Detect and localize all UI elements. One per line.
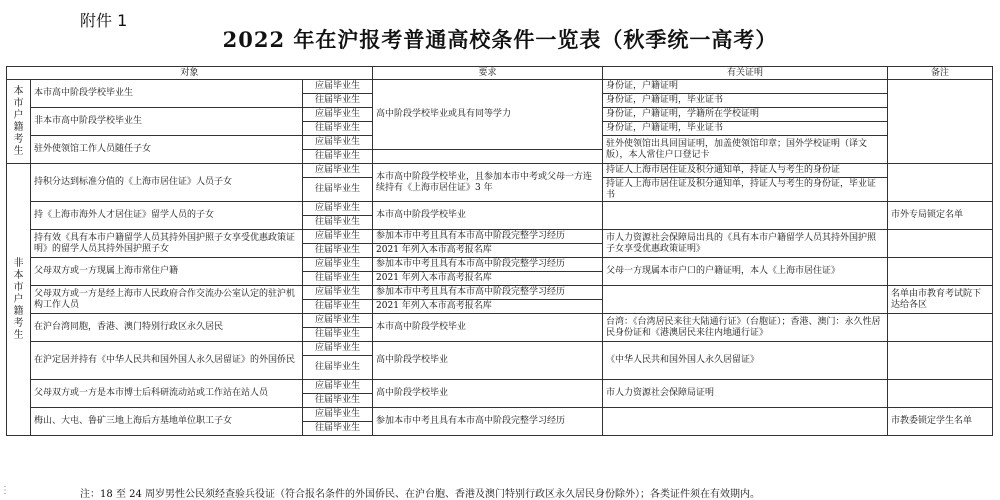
conditions-table	[6, 66, 993, 436]
attachment-label: 附件 1	[80, 11, 128, 30]
status-past: 往届毕业生	[303, 216, 373, 230]
certificate-cell: 台湾：《台湾居民来往大陆通行证》（台胞证）；香港、澳门：永久性居民身份证和《港澳居民来往内地通行证》	[603, 314, 888, 342]
status-past: 往届毕业生	[303, 178, 373, 202]
status-current: 应届毕业生	[303, 164, 373, 178]
object-cell: 梅山、大屯、鲁矿三地上海后方基地单位职工子女	[31, 408, 303, 436]
status-current: 应届毕业生	[303, 314, 373, 328]
note-cell	[888, 314, 993, 342]
status-past: 往届毕业生	[303, 422, 373, 436]
requirement-cell	[373, 150, 603, 164]
requirement-cell: 参加本市中考且具有本市高中阶段完整学习经历	[373, 408, 603, 436]
status-current: 应届毕业生	[303, 286, 373, 300]
requirement-cell: 高中阶段学校毕业	[373, 342, 603, 380]
certificate-cell: 身份证，户籍证明，毕业证书	[603, 94, 888, 108]
status-current: 应届毕业生	[303, 80, 373, 94]
status-current: 应届毕业生	[303, 342, 373, 356]
object-cell: 父母双方或一方现属上海市常住户籍	[31, 258, 303, 286]
certificate-cell: 市人力资源社会保障局出具的《具有本市户籍留学人员其持外国护照子女享受优惠政策证明》	[603, 230, 888, 258]
certificate-cell	[603, 286, 888, 314]
table-row	[7, 202, 993, 216]
requirement-cell: 参加本市中考且具有本市高中阶段完整学习经历	[373, 258, 603, 272]
certificate-cell: 身份证，户籍证明，毕业证书	[603, 122, 888, 136]
table-row	[7, 286, 993, 300]
note-cell	[888, 164, 993, 202]
requirement-cell: 本市高中阶段学校毕业	[373, 202, 603, 230]
status-past: 往届毕业生	[303, 122, 373, 136]
table-row	[7, 258, 993, 272]
status-past: 往届毕业生	[303, 356, 373, 380]
certificate-cell: 持证人上海市居住证及积分通知单，持证人与考生的身份证，毕业证书	[603, 178, 888, 202]
certificate-cell: 市人力资源社会保障局证明	[603, 380, 888, 408]
certificate-cell: 持证人上海市居住证及积分通知单，持证人与考生的身份证	[603, 164, 888, 178]
status-current: 应届毕业生	[303, 258, 373, 272]
status-current: 应届毕业生	[303, 408, 373, 422]
note-cell	[888, 380, 993, 408]
table-row	[7, 314, 993, 328]
page-title: 2022 年在沪报考普通高校条件一览表（秋季统一高考）	[222, 27, 778, 52]
object-cell: 驻外使领馆工作人员随任子女	[31, 136, 303, 164]
requirement-cell: 2021 年列入本市高考报名库	[373, 272, 603, 286]
status-past: 往届毕业生	[303, 394, 373, 408]
note-cell	[888, 258, 993, 286]
certificate-cell: 驻外使领馆出具回国证明，加盖使领馆印章；国外学校证明（译文版），本人常住户口登记卡	[603, 136, 888, 164]
status-past: 往届毕业生	[303, 94, 373, 108]
object-cell: 父母双方或一方是经上海市人民政府合作交流办公室认定的驻沪机构工作人员	[31, 286, 303, 314]
object-cell: 在沪定居并持有《中华人民共和国外国人永久居留证》的外国侨民	[31, 342, 303, 380]
table-row	[7, 230, 993, 244]
status-past: 往届毕业生	[303, 272, 373, 286]
header-note: 备注	[888, 67, 993, 80]
object-cell: 持有效《具有本市户籍留学人员其持外国护照子女享受优惠政策证明》的留学人员其持外国护照子女	[31, 230, 303, 258]
header-requirement: 要求	[373, 67, 603, 80]
status-past: 往届毕业生	[303, 244, 373, 258]
requirement-cell: 本市高中阶段学校毕业，且参加本市中考或父母一方连续持有《上海市居住证》3 年	[373, 164, 603, 202]
table-row	[7, 408, 993, 422]
certificate-cell: 《中华人民共和国外国人永久居留证》	[603, 342, 888, 380]
note-cell	[888, 230, 993, 258]
requirement-cell: 本市高中阶段学校毕业	[373, 314, 603, 342]
status-current: 应届毕业生	[303, 108, 373, 122]
object-cell: 非本市高中阶段学校毕业生	[31, 108, 303, 136]
certificate-cell	[603, 408, 888, 436]
object-cell: 持《上海市海外人才居住证》留学人员的子女	[31, 202, 303, 230]
category-nonlocal: 非本市户籍考生	[7, 164, 31, 436]
category-local: 本市户籍考生	[7, 80, 31, 164]
object-cell: 持积分达到标准分值的《上海市居住证》人员子女	[31, 164, 303, 202]
requirement-cell: 参加本市中考且具有本市高中阶段完整学习经历	[373, 286, 603, 300]
note-cell: 名单由市教育考试院下达给各区	[888, 286, 993, 314]
page-marker-icon: ⋮	[0, 485, 10, 496]
note-cell	[888, 342, 993, 380]
status-current: 应届毕业生	[303, 380, 373, 394]
certificate-cell: 身份证，户籍证明	[603, 80, 888, 94]
requirement-cell: 2021 年列入本市高考报名库	[373, 244, 603, 258]
note-cell: 市外专局锁定名单	[888, 202, 993, 230]
table-row	[7, 80, 993, 94]
status-current: 应届毕业生	[303, 202, 373, 216]
table-header-row	[7, 67, 993, 80]
table-row	[7, 164, 993, 178]
certificate-cell	[603, 202, 888, 230]
requirement-cell: 高中阶段学校毕业或具有同等学力	[373, 80, 603, 150]
object-cell: 本市高中阶段学校毕业生	[31, 80, 303, 108]
status-past: 往届毕业生	[303, 300, 373, 314]
table-row	[7, 342, 993, 356]
note-cell	[888, 80, 993, 164]
requirement-cell: 高中阶段学校毕业	[373, 380, 603, 408]
status-past: 往届毕业生	[303, 328, 373, 342]
requirement-cell: 参加本市中考且具有本市高中阶段完整学习经历	[373, 230, 603, 244]
footnote: 注：18 至 24 周岁男性公民须经查验兵役证（符合报名条件的外国侨民、在沪台胞、香港及澳门特别行政区永久居民身份除外）；各类证件须在有效期内。	[80, 489, 760, 500]
status-current: 应届毕业生	[303, 136, 373, 150]
certificate-cell: 身份证，户籍证明，学籍所在学校证明	[603, 108, 888, 122]
table-row	[7, 380, 993, 394]
requirement-cell: 2021 年列入本市高考报名库	[373, 300, 603, 314]
certificate-cell: 父母一方现属本市户口的户籍证明，本人《上海市居住证》	[603, 258, 888, 286]
note-cell: 市教委锁定学生名单	[888, 408, 993, 436]
header-certificate: 有关证明	[603, 67, 888, 80]
status-past: 往届毕业生	[303, 150, 373, 164]
object-cell: 父母双方或一方是本市博士后科研流动站或工作站在站人员	[31, 380, 303, 408]
object-cell: 在沪台湾同胞，香港、澳门特别行政区永久居民	[31, 314, 303, 342]
header-object: 对象	[7, 67, 373, 80]
status-current: 应届毕业生	[303, 230, 373, 244]
